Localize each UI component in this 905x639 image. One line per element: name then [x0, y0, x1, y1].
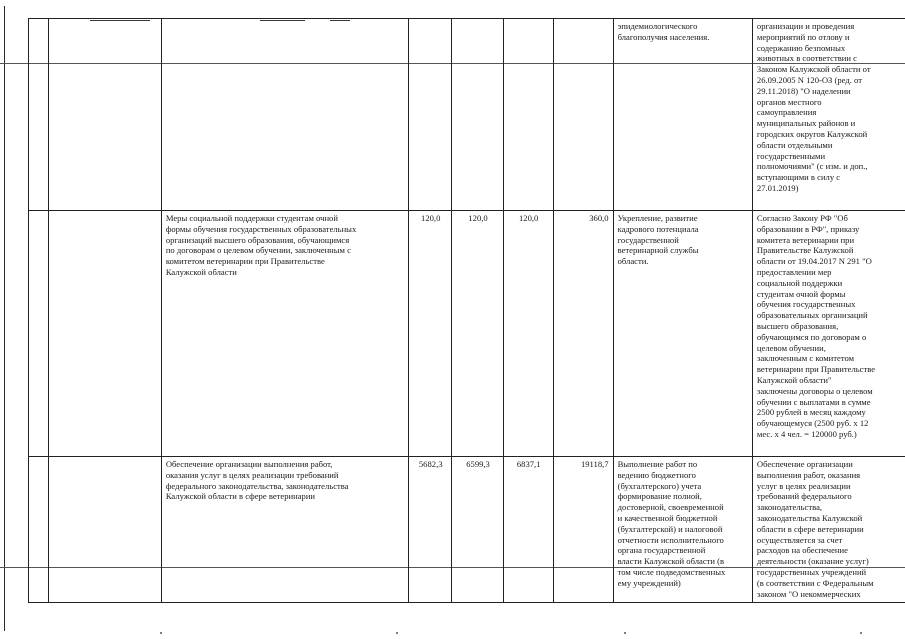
text-line: оказания услуг в целях реализации требований [165, 469, 339, 480]
text-line: образовании в РФ", приказу [756, 223, 860, 234]
text-line: власти Калужской области (в [617, 556, 725, 567]
value-2021: 120,0 [503, 211, 553, 457]
text-line: (бухгалтерского) учета [617, 480, 702, 491]
text-line: благополучия населения. [617, 31, 710, 42]
text-line: государственных учреждений [756, 566, 867, 577]
text-line: комитета ветеринарии при [756, 234, 855, 245]
text-line: ему учреждений) [617, 577, 681, 588]
program-cell [48, 457, 161, 603]
text-line: Обеспечение организации выполнения работ, [165, 459, 333, 469]
text-line: организации и проведения [756, 21, 855, 31]
scan-dot [160, 632, 162, 634]
value-2021 [503, 19, 553, 211]
scan-dot [396, 632, 398, 634]
text-line: и качественной бюджетной [617, 512, 718, 523]
text-line: 27.01.2019) [756, 182, 799, 193]
text-line: самоуправления [756, 107, 817, 118]
text-line: организаций высшего образования, обучающимся [165, 234, 350, 245]
text-line: федерального законодательства, законодательства [165, 480, 349, 491]
text-line: органов местного [756, 96, 822, 107]
text-line: животных в соответствии с [756, 53, 857, 64]
result-cell [613, 19, 752, 211]
text-line: полномочиями" (с изм. и доп., [756, 161, 868, 172]
text-line: городских округов Калужской [756, 128, 868, 139]
value-2020 [452, 19, 503, 211]
text-line: ветеринарной службы [617, 245, 699, 256]
text-line: обучающемуся (2500 руб. х 12 [756, 418, 869, 429]
text-line: заключены договоры о целевом [756, 385, 873, 396]
text-line: (в соответствии с Федеральным [756, 577, 874, 588]
text-line: 29.11.2018) "О наделении [756, 85, 851, 96]
value-2020: 6599,3 [452, 457, 503, 603]
text-line: заключенным с комитетом [756, 353, 855, 364]
text-line: расходов на обеспечение [756, 545, 848, 556]
value-total: 19118,7 [553, 457, 613, 603]
text-line: Калужской области [165, 266, 237, 277]
text-line: деятельности (оказание услуг) [756, 556, 869, 567]
text-line: муниципальных районов и [756, 118, 856, 129]
basis-cell [752, 457, 905, 603]
value-total [553, 19, 613, 211]
text-line: формирование полной, [617, 491, 702, 502]
text-line: мес. х 4 чел. = 120000 руб.) [756, 428, 857, 439]
value-total: 360,0 [553, 211, 613, 457]
program-cell [48, 211, 161, 457]
text-line: государственной [617, 234, 679, 245]
text-line: студентам очной формы [756, 288, 846, 299]
value-2019: 120,0 [408, 211, 452, 457]
text-line: законодательства, [756, 502, 823, 513]
text-line: Укрепление, развитие [617, 213, 698, 223]
text-line: требований федерального [756, 491, 852, 502]
text-line: Выполнение работ по [617, 459, 698, 469]
text-line: достоверной, своевременной [617, 502, 724, 513]
text-line: области отдельными [756, 139, 833, 150]
text-line: органа государственной [617, 545, 706, 556]
text-line: Обеспечение организации [756, 459, 853, 469]
value-2020: 120,0 [452, 211, 503, 457]
text-line: области от 19.04.2017 N 291 "О [756, 256, 872, 267]
text-line: обучении с выплатами в сумме [756, 396, 871, 407]
text-line: ведению бюджетного [617, 469, 696, 480]
table-row [29, 457, 905, 603]
program-cell [48, 19, 161, 211]
text-line: осуществляется за счет [756, 534, 843, 545]
text-line: ветеринарии при Правительстве [756, 364, 876, 375]
basis-cell [752, 211, 905, 457]
table-row [29, 19, 905, 211]
budget-measures-table [28, 18, 905, 603]
row-number-cell [29, 19, 49, 211]
value-2019 [408, 19, 452, 211]
scan-edge-line [4, 6, 5, 631]
row-number-cell [29, 457, 49, 603]
value-2021: 6837,1 [503, 457, 553, 603]
text-line: области. [617, 256, 649, 267]
text-line: области в сфере ветеринарии [756, 523, 864, 534]
text-line: услуг в целях реализации [756, 480, 851, 491]
text-line: высшего образования, [756, 320, 839, 331]
text-line: обучающимся по договорам о [756, 331, 867, 342]
result-cell [613, 211, 752, 457]
row-number-cell [29, 211, 49, 457]
text-line: Калужской области" [756, 374, 832, 385]
measure-cell [161, 211, 408, 457]
text-line: содержанию безпомных [756, 42, 846, 53]
measure-cell [161, 19, 408, 211]
text-line: эпидемиологического [617, 21, 698, 31]
text-line: образовательных организаций [756, 310, 868, 321]
text-line: том числе подведомственных [617, 566, 726, 577]
text-line: обучения государственных [756, 299, 856, 310]
text-line: формы обучения государственных образовательных [165, 223, 357, 234]
text-line: предоставлении мер [756, 266, 832, 277]
text-line: кадрового потенциала [617, 223, 699, 234]
scan-dot [860, 632, 862, 634]
result-cell [613, 457, 752, 603]
text-line: законом "О некоммерческих [756, 588, 861, 599]
text-line: Калужской области в сфере ветеринарии [165, 491, 316, 502]
text-line: законодательства Калужской [756, 512, 863, 523]
text-line: вступающими в силу с [756, 172, 841, 183]
text-line: 2500 рублей в месяц каждому [756, 407, 866, 418]
text-line: отчетности исполнительного [617, 534, 724, 545]
text-line: целевом обучении, [756, 342, 826, 353]
value-2019: 5682,3 [408, 457, 452, 603]
text-line: Согласно Закону РФ "Об [756, 213, 848, 223]
text-line: Законом Калужской области от [756, 64, 871, 75]
text-line: Правительстве Калужской [756, 245, 854, 256]
scan-dot [624, 632, 626, 634]
text-line: по договорам о целевом обучении, заключенным с [165, 245, 351, 256]
text-line: комитетом ветеринарии при Правительстве [165, 256, 325, 267]
text-line: социальной поддержки [756, 277, 843, 288]
measure-cell [161, 457, 408, 603]
table-row [29, 211, 905, 457]
text-line: государственными [756, 150, 826, 161]
text-line: 26.09.2005 N 120-ОЗ (ред. от [756, 74, 862, 85]
text-line: Меры социальной поддержки студентам очной [165, 213, 338, 223]
basis-cell [752, 19, 905, 211]
text-line: выполнения работ, оказания [756, 469, 861, 480]
text-line: (бухгалтерской) и налоговой [617, 523, 723, 534]
text-line: мероприятий по отлову и [756, 31, 850, 42]
